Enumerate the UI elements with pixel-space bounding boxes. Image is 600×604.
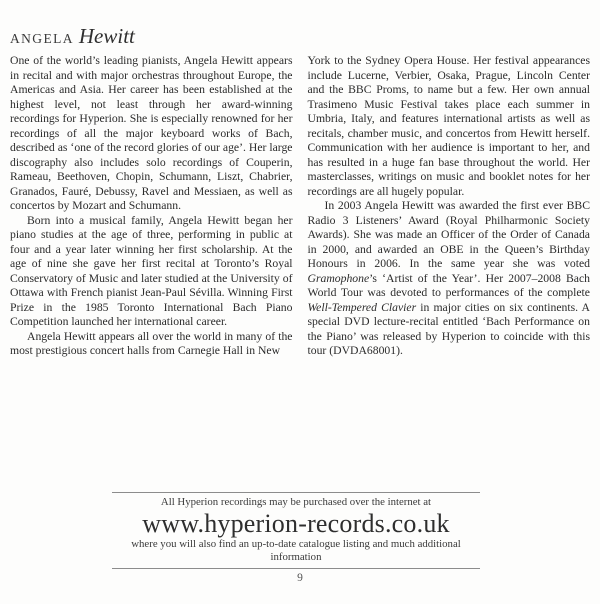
text-run: York to the Sydney Opera House. Her festival appearances include Lucerne, Verbier, Osaka, Prague, Lincoln Center and the BBC Proms, to name but a few. Her own annual Trasimeno Music Festival takes place each summer in Umbria, Italy, and features international artists as well as recitals, chamber music, and concertos from Hewitt herself. Communication with her audience is important to her, and has resulted in a huge fan base throughout the world. Her masterclasses, writings on music and booklet notes for her recordings are all hugely popular. [307, 54, 590, 198]
text-run: ’s ‘Artist of the Year’. Her 2007–2008 Bach World Tour was devoted to performances of the complete [307, 271, 590, 299]
text-run: Born into a musical family, Angela Hewitt began her piano studies at the age of three, performing in public at four and a year later winning her first scholarship. At the age of nine she gave her first recital at Toronto’s Royal Conservatory of Music and later studied at the University of Ottawa with French pianist Jean-Paul Sévilla. Winning First Prize in the 1985 Toronto International Bach Piano Competition launched her international career. [10, 213, 293, 328]
page-number: 9 [297, 572, 303, 584]
paragraph [308, 199, 591, 359]
paragraph [10, 54, 293, 214]
biography-columns [10, 54, 590, 359]
paragraph [308, 54, 591, 199]
artist-last-name: Hewitt [78, 24, 135, 48]
biography-right-column [308, 54, 591, 359]
text-run: One of the world’s leading pianists, Angela Hewitt appears in recital and with major orchestras throughout Europe, the Americas and Asia. Her career has been established at the highest level, not least through her award-winning recordings for Hyperion. She is especially renowned for her recordings of all the major keyboard works of Bach, described as ‘one of the record glories of our age’. Her large discography also includes solo recordings of Couperin, Rameau, Beethoven, Chopin, Schumann, Liszt, Chabrier, Granados, Fauré, Debussy, Ravel and Messiaen, as well as concertos by Mozart and Schumann. [10, 54, 293, 212]
artist-first-name: ANGELA [10, 31, 74, 46]
page-title [10, 24, 135, 49]
footer [112, 492, 480, 569]
biography-left-column [10, 54, 293, 359]
text-run: in major cities on six continents. A special DVD lecture-recital entitled ‘Bach Performance on the Piano’ was released by Hyperion to coincide with this tour (DVDA68001). [307, 300, 590, 357]
italic-text-run: Well-Tempered Clavier [307, 300, 417, 314]
paragraph [10, 330, 293, 359]
catalogue-note: where you will also find an up-to-date catalogue listing and much additional information [131, 538, 461, 563]
text-run: Angela Hewitt appears all over the world in many of the most prestigious concert halls from Carnegie Hall in New [10, 329, 293, 357]
purchase-note: All Hyperion recordings may be purchased over the internet at [160, 496, 432, 508]
paragraph [10, 214, 293, 330]
website-url: www.hyperion-records.co.uk [142, 509, 450, 538]
footer-rule-bottom [112, 568, 480, 569]
text-run: In 2003 Angela Hewitt was awarded the first ever BBC Radio 3 Listeners’ Award (Royal Philharmonic Society Awards). She was made an Officer of the Order of Canada in 2000, and awarded an OBE in the Queen’s Birthday Honours in 2006. In the same year she was voted [307, 199, 590, 270]
italic-text-run: Gramophone [307, 271, 370, 285]
